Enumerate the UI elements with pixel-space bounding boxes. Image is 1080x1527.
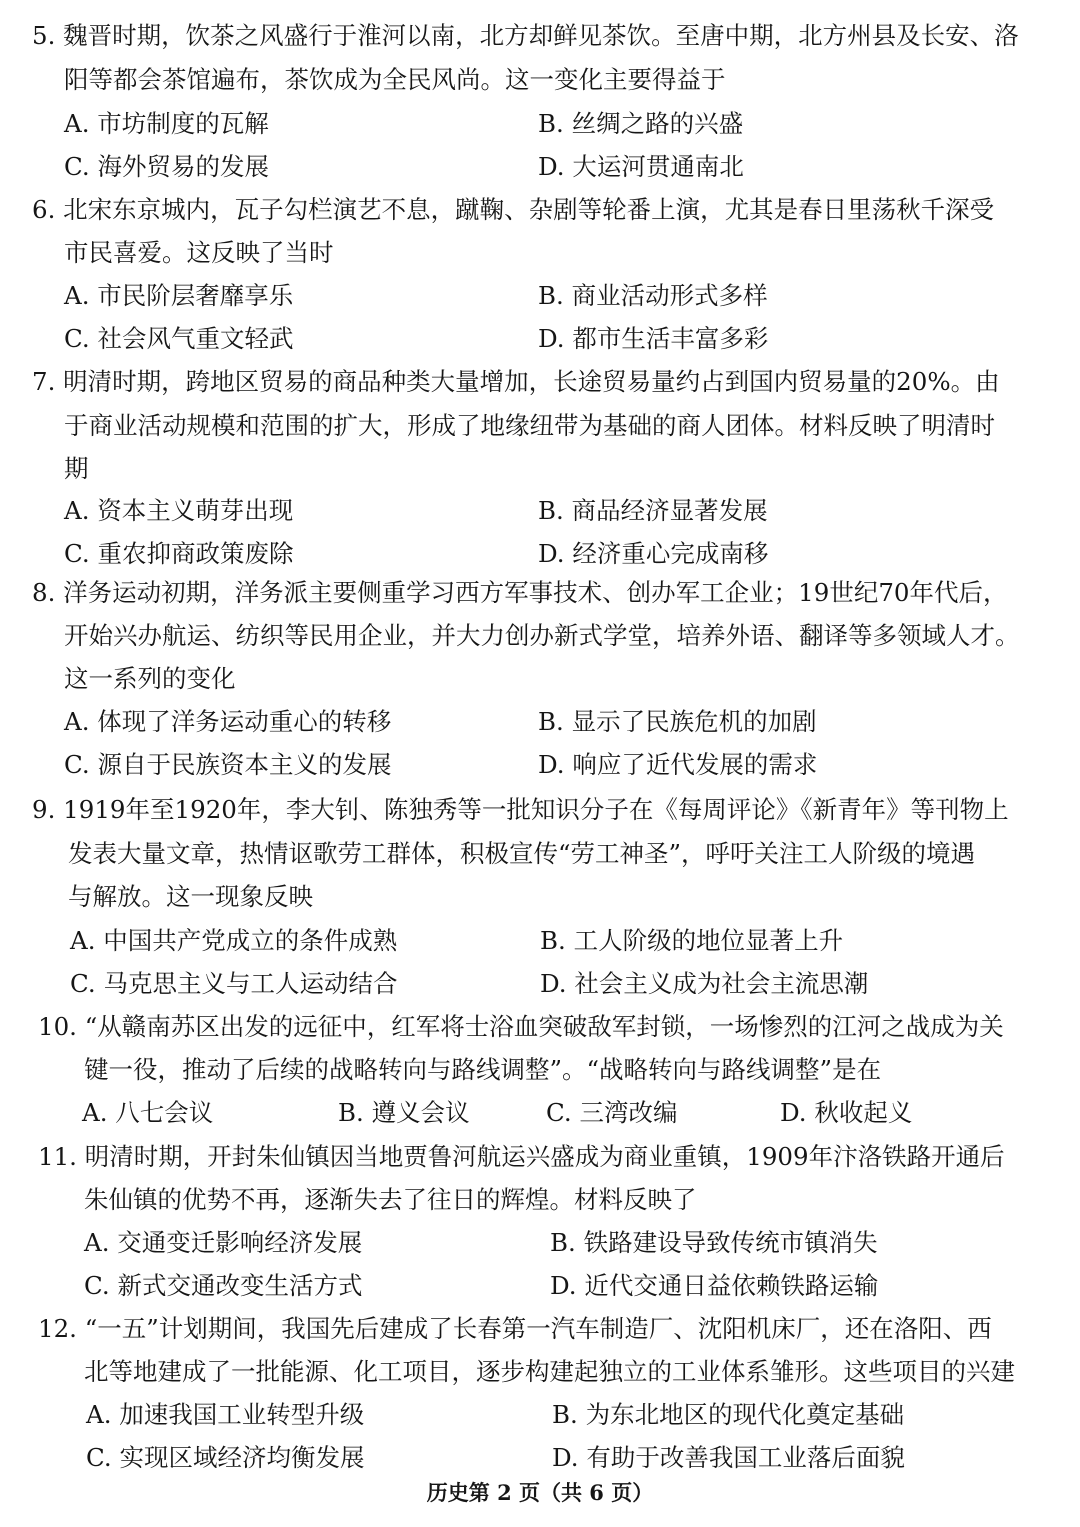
- stem-line: 与解放。这一现象反映: [68, 882, 313, 911]
- option-a: A. 加速我国工业转型升级: [86, 1400, 365, 1429]
- option-c: C. 新式交通改变生活方式: [84, 1271, 363, 1300]
- option-b: B. 为东北地区的现代化奠定基础: [552, 1400, 905, 1429]
- option-c: C. 重农抑商政策废除: [64, 539, 294, 568]
- stem-line: 期: [64, 454, 89, 483]
- option-c: C. 源自于民族资本主义的发展: [64, 750, 392, 779]
- stem-line: 8. 洋务运动初期，洋务派主要侧重学习西方军事技术、创办军工企业；19世纪70年代后，: [32, 578, 1008, 607]
- option-d: D. 有助于改善我国工业落后面貌: [552, 1443, 905, 1472]
- option-b: B. 遵义会议: [338, 1098, 470, 1127]
- option-b: B. 丝绸之路的兴盛: [538, 109, 744, 138]
- stem-line: 7. 明清时期，跨地区贸易的商品种类大量增加，长途贸易量约占到国内贸易量的20%。由: [32, 367, 1000, 396]
- option-a: A. 中国共产党成立的条件成熟: [70, 926, 398, 955]
- option-d: D. 响应了近代发展的需求: [538, 750, 818, 779]
- page-footer: 历史第 2 页（共 6 页）: [426, 1480, 654, 1505]
- stem-line: 12. “一五”计划期间，我国先后建成了长春第一汽车制造厂、沈阳机床厂，还在洛阳、西: [38, 1314, 992, 1343]
- option-d: D. 社会主义成为社会主流思潮: [540, 969, 869, 998]
- stem-line: 这一系列的变化: [64, 664, 236, 693]
- stem-line: 9. 1919年至1920年，李大钊、陈独秀等一批知识分子在《每周评论》《新青年》等刊物上: [32, 795, 1009, 824]
- option-b: B. 铁路建设导致传统市镇消失: [550, 1228, 878, 1257]
- option-a: A. 市民阶层奢靡享乐: [64, 281, 294, 310]
- stem-line: 10. “从赣南苏区出发的远征中，红军将士浴血突破敌军封锁，一场惨烈的江河之战成为关: [38, 1012, 1004, 1041]
- stem-line: 11. 明清时期，开封朱仙镇因当地贾鲁河航运兴盛成为商业重镇，1909年汴洛铁路开通后: [38, 1142, 1005, 1171]
- option-c: C. 实现区域经济均衡发展: [86, 1443, 365, 1472]
- option-d: D. 秋收起义: [780, 1098, 913, 1127]
- option-a: A. 资本主义萌芽出现: [64, 496, 294, 525]
- option-a: A. 市坊制度的瓦解: [64, 109, 269, 138]
- stem-line: 市民喜爱。这反映了当时: [64, 238, 334, 267]
- stem-line: 发表大量文章，热情讴歌劳工群体，积极宣传“劳工神圣”，呼吁关注工人阶级的境遇: [68, 839, 976, 868]
- option-d: D. 大运河贯通南北: [538, 152, 744, 181]
- option-d: D. 都市生活丰富多彩: [538, 324, 769, 353]
- option-d: D. 近代交通日益依赖铁路运输: [550, 1271, 879, 1300]
- stem-line: 朱仙镇的优势不再，逐渐失去了往日的辉煌。材料反映了: [84, 1185, 697, 1214]
- option-c: C. 马克思主义与工人运动结合: [70, 969, 398, 998]
- stem-line: 键一役，推动了后续的战略转向与路线调整”。“战略转向与路线调整”是在: [84, 1055, 882, 1084]
- option-a: A. 体现了洋务运动重心的转移: [64, 707, 392, 736]
- option-b: B. 商品经济显著发展: [538, 496, 768, 525]
- option-a: A. 交通变迁影响经济发展: [84, 1228, 363, 1257]
- option-c: C. 社会风气重文轻武: [64, 324, 294, 353]
- option-a: A. 八七会议: [82, 1098, 214, 1127]
- stem-line: 5. 魏晋时期，饮茶之风盛行于淮河以南，北方却鲜见茶饮。至唐中期，北方州县及长安、洛: [32, 21, 1019, 50]
- stem-line: 开始兴办航运、纺织等民用企业，并大力创办新式学堂，培养外语、翻译等多领域人才。: [64, 621, 1020, 650]
- stem-line: 阳等都会茶馆遍布，茶饮成为全民风尚。这一变化主要得益于: [64, 65, 726, 94]
- stem-line: 于商业活动规模和范围的扩大，形成了地缘纽带为基础的商人团体。材料反映了明清时: [64, 411, 995, 440]
- option-b: B. 工人阶级的地位显著上升: [540, 926, 844, 955]
- option-b: B. 显示了民族危机的加剧: [538, 707, 817, 736]
- option-b: B. 商业活动形式多样: [538, 281, 768, 310]
- option-c: C. 海外贸易的发展: [64, 152, 269, 181]
- stem-line: 北等地建成了一批能源、化工项目，逐步构建起独立的工业体系雏形。这些项目的兴建: [84, 1357, 1015, 1386]
- option-d: D. 经济重心完成南移: [538, 539, 769, 568]
- stem-line: 6. 北宋东京城内，瓦子勾栏演艺不息，蹴鞠、杂剧等轮番上演，尤其是春日里荡秋千深受: [32, 195, 995, 224]
- option-c: C. 三湾改编: [546, 1098, 678, 1127]
